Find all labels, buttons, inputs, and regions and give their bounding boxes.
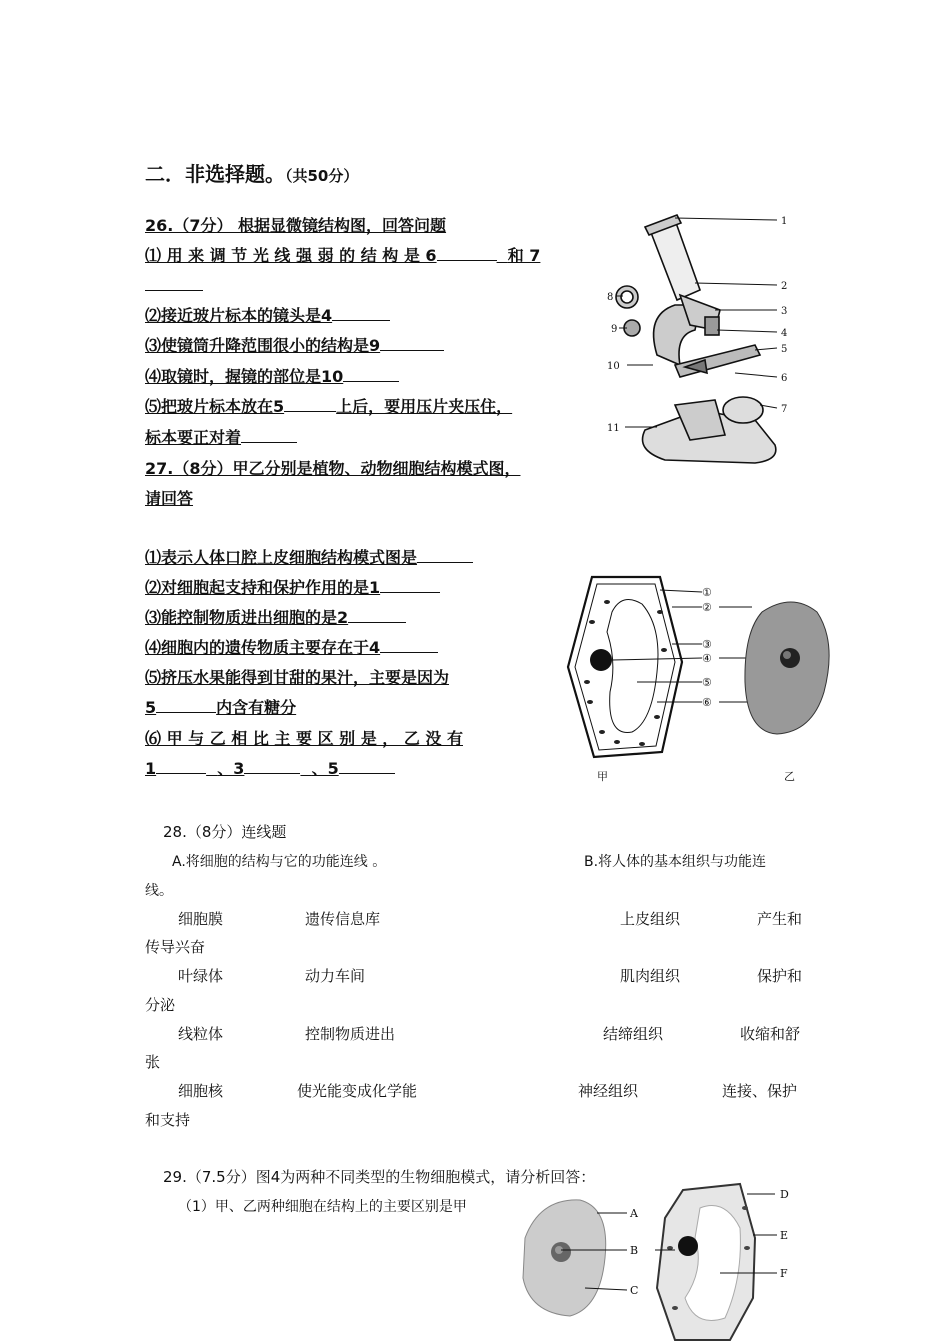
q28-function: 动力车间 bbox=[305, 967, 366, 985]
cell-figure bbox=[562, 572, 852, 787]
cell-label-5: ⑤ bbox=[702, 676, 712, 689]
q28-part-a: A.将细胞的结构与它的功能连线 。 bbox=[172, 854, 387, 870]
q28-tissue-function: 保护和 bbox=[757, 967, 803, 985]
q28-part-b: B.将人体的基本组织与功能连 bbox=[584, 854, 767, 870]
q28-structure: 线粒体 bbox=[178, 1025, 224, 1043]
cell-label-1: ① bbox=[702, 586, 712, 599]
section-title: 二．非选择题。（共50分） bbox=[145, 162, 359, 186]
q26-line1-blank bbox=[145, 290, 203, 291]
fig4-cells bbox=[515, 1178, 805, 1344]
q27-line6: 5 内含有糖分 bbox=[145, 698, 297, 717]
q29-heading: 29.（7.5分）图4为两种不同类型的生物细胞模式，请分析回答： bbox=[163, 1168, 596, 1186]
fig4-label-a: A bbox=[630, 1207, 638, 1220]
q26-heading: 26.（7分） 根据显微镜结构图，回答问题 bbox=[145, 216, 447, 235]
q28-structure: 细胞膜 bbox=[178, 910, 224, 928]
q28-structure: 叶绿体 bbox=[178, 967, 224, 985]
fig4-label-f: F bbox=[780, 1267, 788, 1280]
cell-label-6: ⑥ bbox=[702, 696, 712, 709]
fig4-label-b: B bbox=[630, 1244, 639, 1257]
q27-line2: ⑵对细胞起支持和保护作用的是1 bbox=[145, 575, 440, 598]
microscope-label-3: 3 bbox=[781, 306, 788, 317]
q28-tissue-function: 连接、保护 bbox=[722, 1082, 798, 1100]
q26-line4: ⑷取镜时，握镜的部位是10 bbox=[145, 364, 399, 387]
microscope-label-9: 9 bbox=[611, 324, 618, 335]
microscope-label-8: 8 bbox=[607, 292, 614, 303]
q28-tissue-function-wrap: 分泌 bbox=[145, 996, 176, 1014]
q28-function: 遗传信息库 bbox=[305, 910, 381, 928]
cell-label-2: ② bbox=[702, 601, 712, 614]
q26-line2: ⑵接近玻片标本的镜头是4 bbox=[145, 303, 390, 326]
q28-function: 控制物质进出 bbox=[305, 1025, 396, 1043]
fig4-label-c: C bbox=[630, 1284, 639, 1297]
q26-line5: ⑸把玻片标本放在5 上后，要用压片夹压住， bbox=[145, 397, 513, 416]
microscope-figure bbox=[605, 205, 800, 470]
q27-heading-2: 请回答 bbox=[145, 489, 194, 508]
q27-heading-1: 27.（8分）甲乙分别是植物、动物细胞结构模式图， bbox=[145, 459, 521, 478]
microscope-label-2: 2 bbox=[781, 281, 788, 292]
q28-tissue: 结缔组织 bbox=[603, 1025, 664, 1043]
q28-tissue: 神经组织 bbox=[578, 1082, 639, 1100]
q28-tissue: 肌肉组织 bbox=[620, 967, 681, 985]
microscope-label-1: 1 bbox=[781, 216, 788, 227]
q28-part-b-wrap: 线。 bbox=[145, 883, 173, 899]
q27-line8: 1 、3 、5 bbox=[145, 756, 395, 779]
q27-line1: ⑴表示人体口腔上皮细胞结构模式图是 bbox=[145, 545, 473, 568]
q26-line3: ⑶使镜筒升降范围很小的结构是9 bbox=[145, 333, 444, 356]
microscope-label-10: 10 bbox=[607, 361, 620, 372]
microscope-label-4: 4 bbox=[781, 328, 788, 339]
cell-label-3: ③ bbox=[702, 638, 712, 651]
q27-line5: ⑸挤压水果能得到甘甜的果汁，主要是因为 bbox=[145, 668, 450, 687]
q28-tissue-function: 产生和 bbox=[757, 910, 803, 928]
microscope-label-6: 6 bbox=[781, 373, 788, 384]
q27-line7: ⑹ 甲 与 乙 相 比 主 要 区 别 是 ， 乙 没 有 bbox=[145, 729, 463, 748]
microscope-label-7: 7 bbox=[781, 404, 788, 415]
q28-structure: 细胞核 bbox=[178, 1082, 224, 1100]
q28-tissue-function-wrap: 传导兴奋 bbox=[145, 938, 206, 956]
q28-tissue-function-wrap: 张 bbox=[145, 1053, 161, 1071]
fig4-label-e: E bbox=[780, 1229, 789, 1242]
q27-line4: ⑷细胞内的遗传物质主要存在于4 bbox=[145, 635, 438, 658]
cell-label-4: ④ bbox=[702, 652, 712, 665]
cell-caption-yi: 乙 bbox=[784, 770, 795, 783]
q28-function: 使光能变成化学能 bbox=[297, 1082, 418, 1100]
q26-line1: ⑴ 用 来 调 节 光 线 强 弱 的 结 构 是 6 和 7 bbox=[145, 246, 541, 265]
q28-tissue: 上皮组织 bbox=[620, 910, 681, 928]
q28-heading: 28.（8分）连线题 bbox=[163, 823, 287, 841]
q26-line6: 标本要正对着 bbox=[145, 425, 297, 448]
cell-caption-jia: 甲 bbox=[597, 770, 608, 783]
q28-tissue-function: 收缩和舒 bbox=[740, 1025, 801, 1043]
microscope-label-5: 5 bbox=[781, 344, 788, 355]
q27-line3: ⑶能控制物质进出细胞的是2 bbox=[145, 605, 406, 628]
q28-tissue-function-wrap: 和支持 bbox=[145, 1111, 191, 1129]
microscope-label-11: 11 bbox=[607, 423, 620, 434]
q29-line1: （1）甲、乙两种细胞在结构上的主要区别是甲 bbox=[178, 1199, 467, 1215]
fig4-label-d: D bbox=[780, 1188, 789, 1201]
